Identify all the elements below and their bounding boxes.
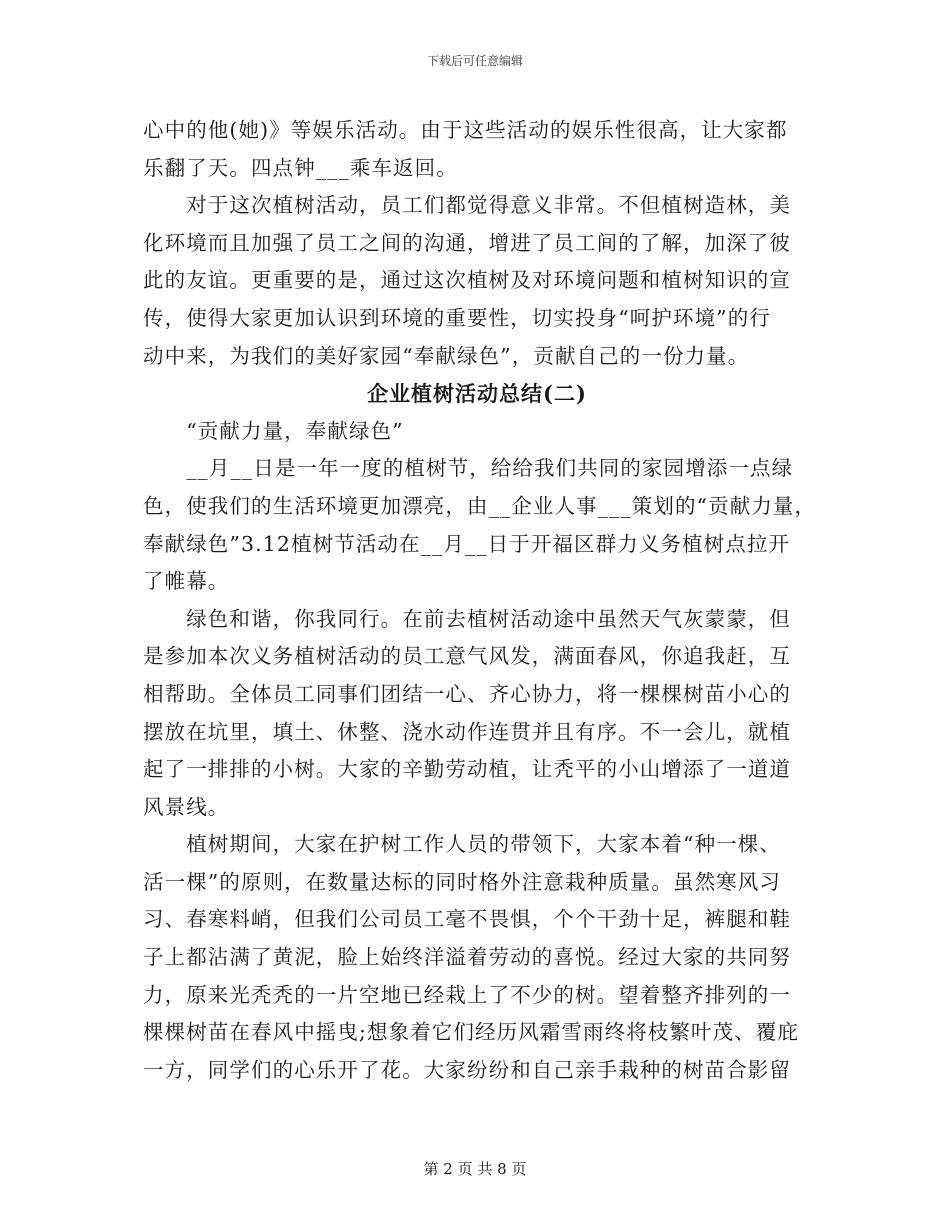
paragraph-2 (143, 187, 811, 375)
paragraph-6 (143, 826, 811, 1089)
text-line: 心中的他(她)》等娱乐活动。由于这些活动的娱乐性很高，让大家都 (143, 118, 788, 142)
text-line: 一方，同学们的心乐开了花。大家纷纷和自己亲手栽种的树苗合影留 (143, 1057, 791, 1082)
text-line: 活一棵”的原则，在数量达标的同时格外注意栽种质量。虽然寒风习 (143, 869, 781, 894)
text-line: 子上都沾满了黄泥，脸上始终洋溢着劳动的喜悦。经过大家的共同努 (143, 945, 791, 970)
text-line: 了帷幕。 (143, 569, 230, 594)
text-line: 绿色和谐，你我同行。在前去植树活动途中虽然天气灰蒙蒙，但 (143, 606, 791, 631)
text-line: 植树期间，大家在护树工作人员的带领下，大家本着“种一棵、 (143, 832, 781, 857)
text-line: 化环境而且加强了员工之间的沟通，增进了员工间的了解，加深了彼 (143, 230, 791, 255)
text-line: 传，使得大家更加认识到环境的重要性，切实投身“呵护环境”的行 (143, 305, 771, 330)
text-line: 棵棵树苗在春风中摇曳;想象着它们经历风霜雪雨终将枝繁叶茂、覆庇 (143, 1020, 800, 1045)
text-line: 动中来，为我们的美好家园“奉献绿色”，贡献自己的一份力量。 (143, 343, 750, 368)
paragraph-5 (143, 601, 811, 827)
text-line: 起了一排排的小树。大家的辛勤劳动植，让秃平的小山增添了一道道 (143, 757, 791, 782)
paragraph-1 (143, 112, 811, 187)
text-line: 习、春寒料峭，但我们公司员工毫不畏惧，个个干劲十足，裤腿和鞋 (143, 907, 791, 932)
text-line: 此的友谊。更重要的是，通过这次植树及对环境问题和植树知识的宣 (143, 268, 791, 293)
text-line: 乐翻了天。四点钟___乘车返回。 (143, 155, 458, 180)
text-line: 相帮助。全体员工同事们团结一心、齐心协力，将一棵棵树苗小心的 (143, 681, 791, 706)
text-line: 色，使我们的生活环境更加漂亮，由__企业人事___策划的“贡献力量， (143, 493, 817, 518)
paragraph-4 (143, 450, 817, 600)
text-line: 力，原来光秃秃的一片空地已经栽上了不少的树。望着整齐排列的一 (143, 982, 791, 1007)
text-line: 风景线。 (143, 794, 230, 819)
text-line: 奉献绿色”3.12植树节活动在__月__日于开福区群力义务植树点拉开 (143, 531, 791, 556)
text-line: 对于这次植树活动，员工们都觉得意义非常。不但植树造林，美 (143, 193, 791, 218)
section-title: 企业植树活动总结(二) (367, 381, 587, 407)
text-line: __月__日是一年一度的植树节，给给我们共同的家园增添一点绿 (143, 456, 794, 481)
paragraph-3 (143, 413, 811, 451)
text-line: 是参加本次义务植树活动的员工意气风发，满面春风，你追我赶，互 (143, 644, 791, 669)
page-header: 下载后可任意编辑 (426, 54, 523, 68)
text-line: “贡献力量，奉献绿色” (143, 418, 404, 443)
page-footer: 第 2 页 共 8 页 (423, 1160, 527, 1178)
text-line: 摆放在坑里，填土、休整、浇水动作连贯并且有序。不一会儿，就植 (143, 719, 791, 744)
document-body (143, 112, 817, 1089)
